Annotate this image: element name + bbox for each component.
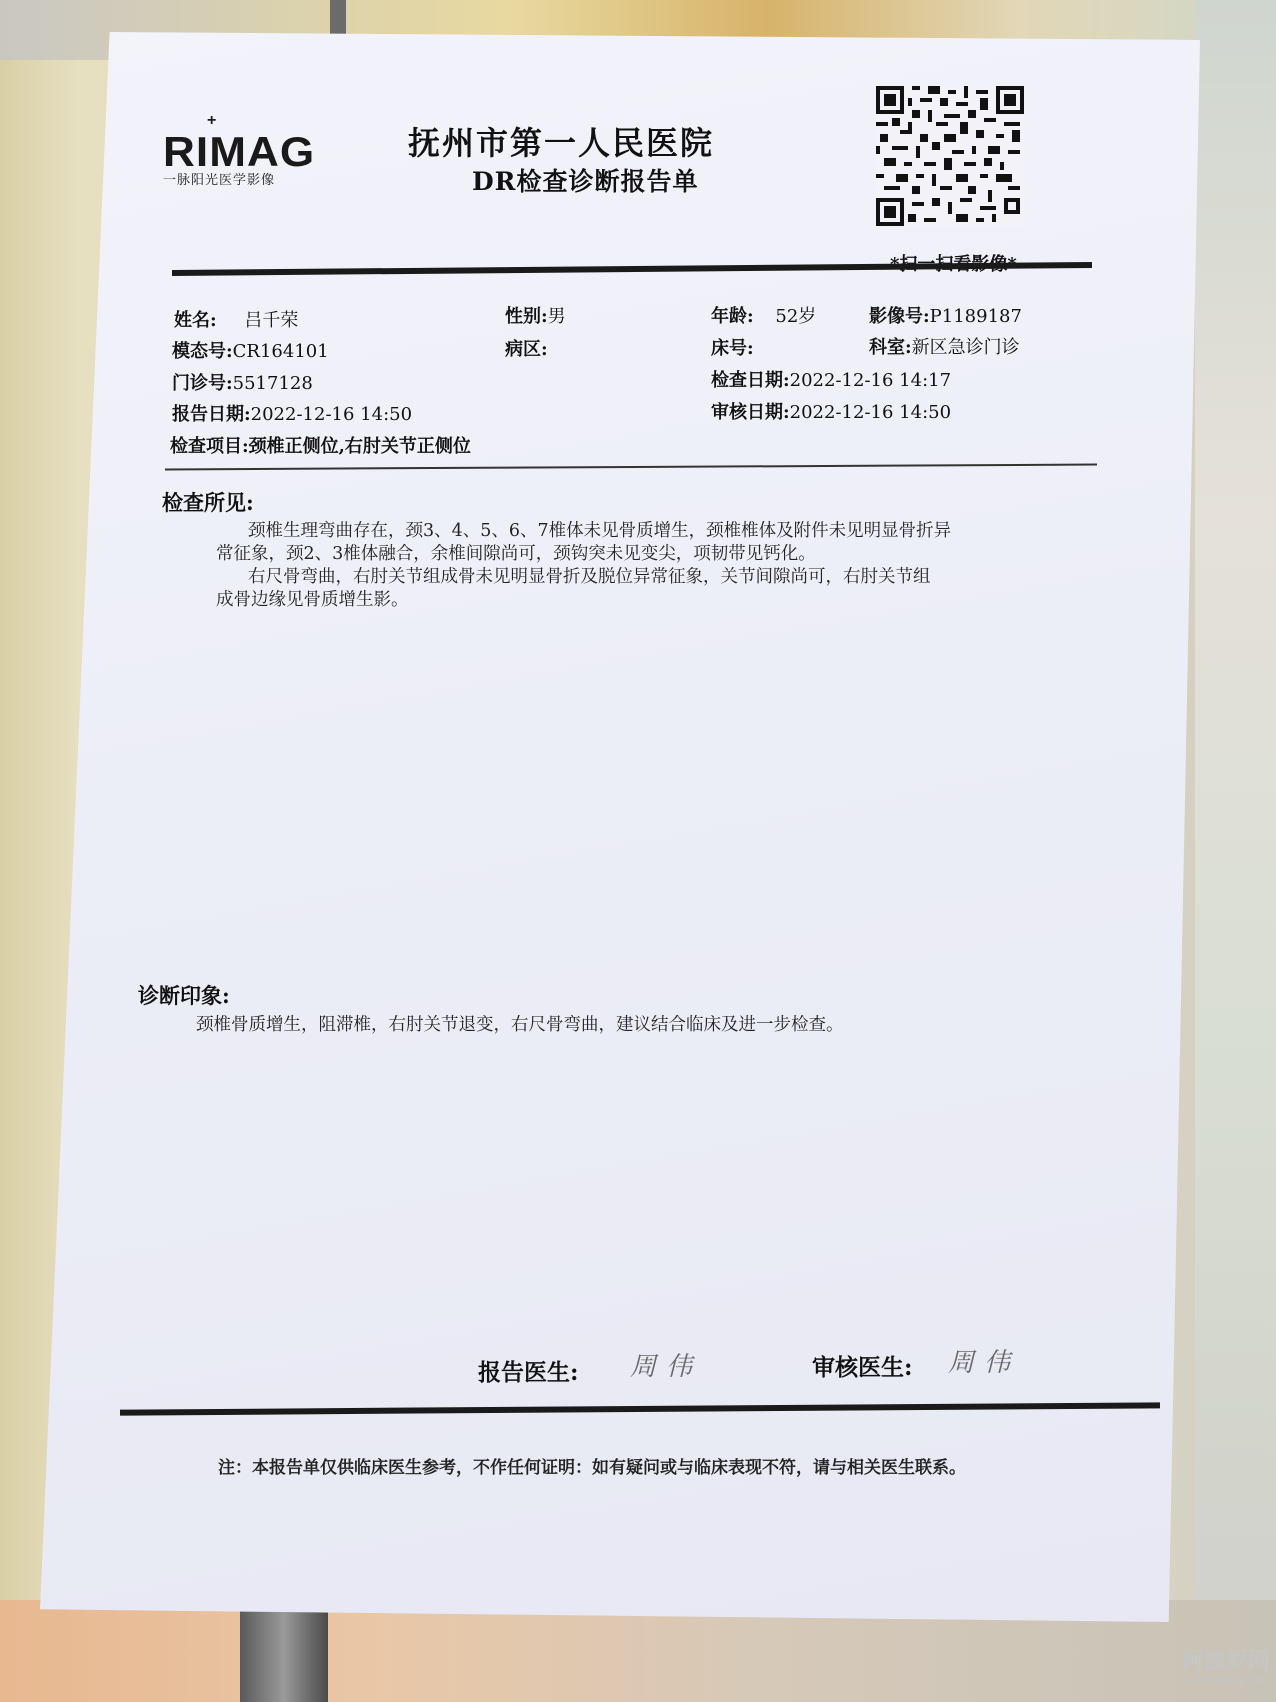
impression-title: 诊断印象: [138, 983, 230, 1008]
watermark-cn: 阿波罗网 [1181, 1649, 1270, 1674]
watermark-url: aboluowang.com [1184, 1675, 1270, 1686]
sex-label: 性别: [505, 306, 548, 327]
qr-code-icon [876, 86, 1024, 226]
findings-p2-line1: 右尺骨弯曲，右肘关节组成骨未见明显骨折及脱位异常征象，关节间隙尚可，右肘关节组 [248, 567, 931, 587]
ward-label: 病区: [505, 339, 548, 360]
name-value: 吕千荣 [244, 310, 299, 331]
age-field [711, 302, 816, 328]
outpatient-field [172, 369, 313, 395]
background-right [1195, 0, 1276, 1702]
bed-label: 床号: [711, 338, 754, 359]
report-title: DR检查诊断报告单 [472, 167, 699, 196]
footer-note: 注：本报告单仅供临床医生参考，不作任何证明：如有疑问或与临床表现不符，请与相关医生联系。 [218, 1458, 966, 1478]
hospital-name: 抚州市第一人民医院 [408, 124, 715, 162]
dept-field [869, 333, 1020, 359]
image-no-label: 影像号: [869, 306, 930, 327]
age-value: 52岁 [775, 306, 817, 327]
report-doctor-signature: 周伟 [630, 1352, 703, 1382]
dept-value: 新区急诊门诊 [911, 337, 1020, 358]
modality-field [172, 337, 329, 363]
report-date-field [172, 400, 412, 426]
logo-subtitle: 一脉阳光医学影像 [163, 173, 276, 188]
image-no-value: P1189187 [929, 306, 1022, 327]
exam-item-field [170, 432, 471, 458]
exam-date-label: 检查日期: [711, 370, 790, 391]
modality-label: 模态号: [172, 341, 233, 362]
outpatient-value: 5517128 [232, 373, 313, 394]
age-label: 年龄: [711, 306, 754, 327]
rimag-logo: RIMAG [163, 128, 316, 175]
outpatient-label: 门诊号: [172, 373, 233, 394]
logo-cross-icon: + [207, 112, 217, 129]
image-no-field [869, 302, 1022, 328]
exam-item-value: 颈椎正侧位,右肘关节正侧位 [248, 436, 471, 457]
review-doctor-label: 审核医生: [812, 1354, 913, 1381]
name-field [174, 306, 298, 332]
report-date-value: 2022-12-16 14:50 [250, 404, 413, 425]
findings-p1-line1: 颈椎生理弯曲存在，颈3、4、5、6、7椎体未见骨质增生，颈椎椎体及附件未见明显骨折异 [248, 521, 952, 541]
review-date-value: 2022-12-16 14:50 [789, 402, 952, 423]
sex-field [505, 302, 566, 328]
review-date-label: 审核日期: [711, 402, 790, 423]
bed-field [711, 334, 754, 360]
sex-value: 男 [547, 306, 566, 327]
exam-date-value: 2022-12-16 14:17 [789, 370, 952, 391]
findings-p1-line2: 常征象，颈2、3椎体融合，余椎间隙尚可，颈钩突未见变尖，项韧带见钙化。 [216, 544, 816, 564]
ward-field [505, 335, 548, 361]
report-doctor-label: 报告医生: [478, 1359, 579, 1386]
findings-paragraph-1 [216, 520, 1096, 612]
impression-text: 颈椎骨质增生，阻滞椎，右肘关节退变，右尺骨弯曲，建议结合临床及进一步检查。 [196, 1015, 844, 1035]
exam-item-label: 检查项目: [170, 436, 249, 457]
report-date-label: 报告日期: [172, 404, 251, 425]
exam-date-field [711, 366, 951, 392]
review-doctor-signature: 周伟 [948, 1348, 1021, 1378]
dept-label: 科室: [869, 337, 912, 358]
name-label: 姓名: [174, 310, 217, 331]
watermark [1130, 1644, 1270, 1686]
findings-p2-line2: 成骨边缘见骨质增生影。 [216, 590, 409, 610]
modality-value: CR164101 [232, 341, 329, 362]
findings-title: 检查所见: [162, 490, 254, 515]
review-date-field [711, 398, 951, 424]
